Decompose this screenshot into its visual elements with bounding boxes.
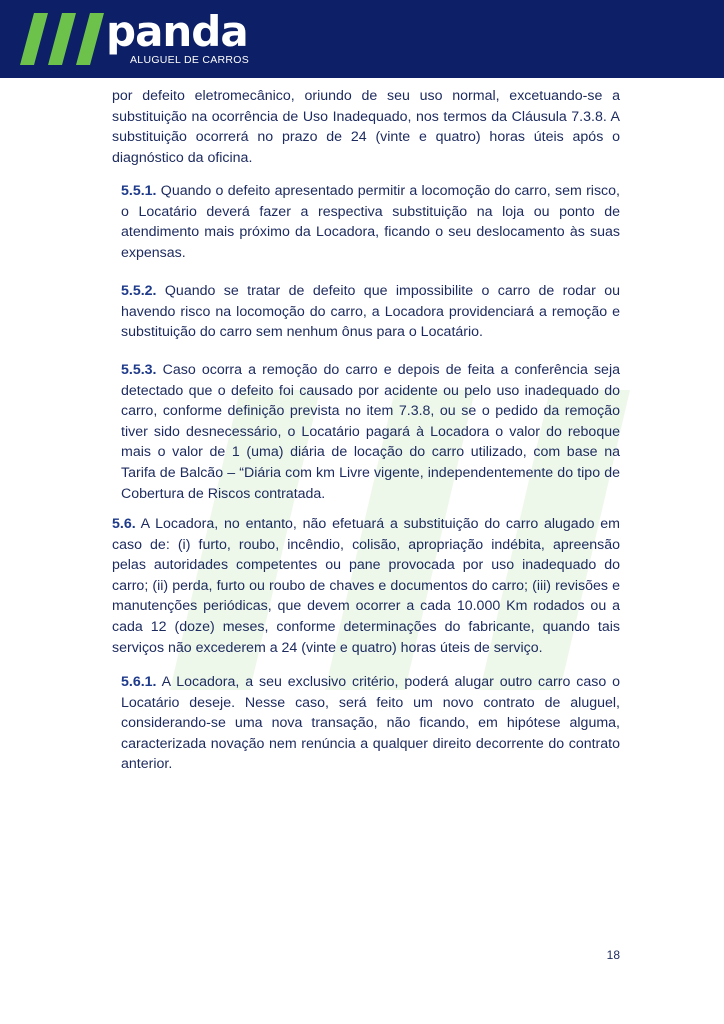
- clause-number: 5.5.2.: [121, 283, 157, 299]
- clause-number: 5.5.3.: [121, 362, 157, 378]
- clause-5-5-2: [121, 281, 620, 343]
- clause-number: 5.5.1.: [121, 183, 157, 199]
- clause-number: 5.6.1.: [121, 674, 157, 690]
- clause-text: Quando se tratar de defeito que impossibilite o carro de rodar ou havendo risco na locomoção do carro, a Locadora providenciará a remoção e substituição do carro sem nenhum ônus para o Locatário.: [121, 283, 620, 341]
- brand-name: panda: [106, 7, 248, 56]
- clause-text: Quando o defeito apresentado permitir a locomoção do carro, sem risco, o Locatário deverá fazer a respectiva substituição na loja ou ponto de atendimento mais próximo da Locadora, ficando o seu deslocamento às suas expensas.: [121, 183, 620, 261]
- clause-5-5-1: [121, 181, 620, 263]
- clause-text: A Locadora, a seu exclusivo critério, poderá alugar outro carro caso o Locatário deseje. Nesse caso, será feito um novo contrato de aluguel, considerando-se uma nova transação, não ficando, em hipótese alguma, caracterizada novação nem renúncia a qualquer direito decorrente do contrato anterior.: [121, 674, 620, 773]
- clause-number: 5.6.: [112, 516, 136, 532]
- brand-tagline: ALUGUEL DE CARROS: [130, 54, 250, 66]
- clause-5-6-1: [121, 672, 620, 775]
- page-number: 18: [606, 948, 620, 962]
- clause-text: A Locadora, no entanto, não efetuará a substituição do carro alugado em caso de: (i) furto, roubo, incêndio, colisão, apropriação indébita, apreensão pelas autoridades competentes ou pane provocada por uso inadequado do carro; (ii) perda, furto ou roubo de chaves e documentos do carro; (iii) revisões e manutenções periódicas, que devem ocorrer a cada 10.000 Km rodados ou a cada 12 (doze) meses, conforme determinações do fabricante, quando tais serviços não excederem a 24 (vinte e quatro) horas úteis de serviço.: [112, 516, 620, 656]
- paragraph-continuation: por defeito eletromecânico, oriundo de seu uso normal, excetuando-se a substituição na ocorrência de Uso Inadequado, nos termos da Cláusula 7.3.8. A substituição ocorrerá no prazo de 24 (vinte e quatro) horas úteis após o diagnóstico da oficina.: [112, 88, 620, 166]
- clause-5-6: [112, 514, 620, 658]
- clause-text: Caso ocorra a remoção do carro e depois de feita a conferência seja detectado que o defeito foi causado por acidente ou pelo uso inadequado do carro, conforme definição prevista no item 7.3.8, ou se o pedido da remoção tiver sido desnecessário, o Locatário pagará à Locadora o valor do reboque mais o valor de 1 (uma) diária de locação do carro utilizado, com base na Tarifa de Balcão – “Diária com km Livre vigente, independentemente do tipo de Cobertura de Riscos contratada.: [121, 362, 620, 502]
- clause-5-5-3: [121, 360, 620, 504]
